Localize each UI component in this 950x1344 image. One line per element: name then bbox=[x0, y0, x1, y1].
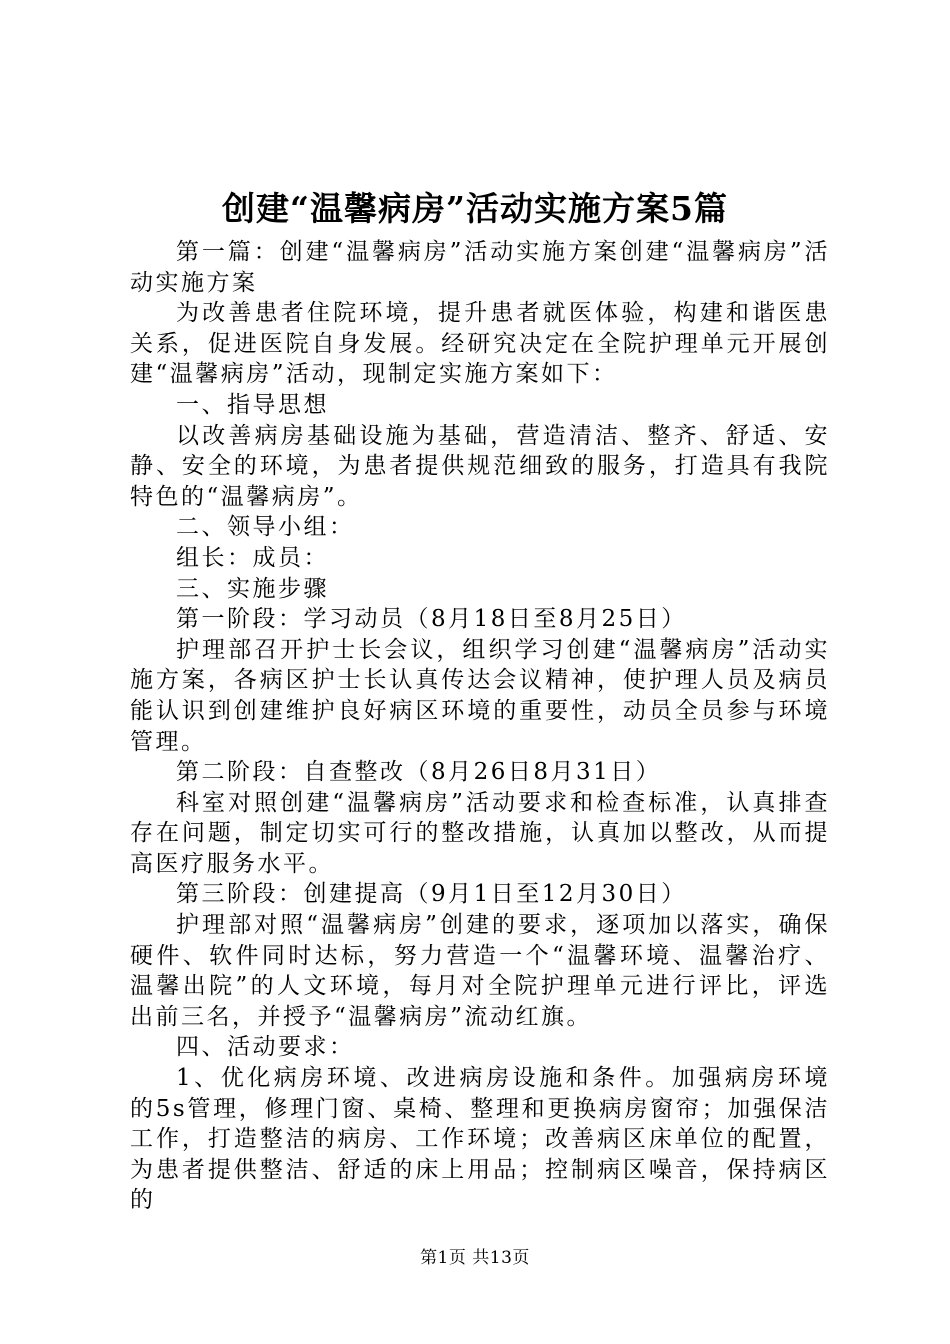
paragraph: 为改善患者住院环境，提升患者就医体验，构建和谐医患关系，促进医院自身发展。经研究决定在全院护理单元开展创建“温馨病房”活动，现制定实施方案如下： bbox=[130, 300, 830, 388]
paragraph: 组长：成员： bbox=[176, 544, 329, 571]
paragraph: 以改善病房基础设施为基础，营造清洁、整齐、舒适、安静、安全的环境，为患者提供规范细致的服务，打造具有我院特色的“温馨病房”。 bbox=[130, 422, 830, 510]
section-heading: 一、指导思想 bbox=[176, 391, 329, 418]
section-heading: 四、活动要求： bbox=[176, 1034, 355, 1061]
stage-heading: 第三阶段：创建提高（9月1日至12月30日） bbox=[176, 881, 687, 908]
paragraph: 第一篇：创建“温馨病房”活动实施方案创建“温馨病房”活动实施方案 bbox=[130, 239, 830, 296]
paragraph: 护理部召开护士长会议，组织学习创建“温馨病房”活动实施方案，各病区护士长认真传达会议精神，使护理人员及病员能认识到创建维护良好病区环境的重要性，动员全员参与环境管理。 bbox=[130, 636, 830, 755]
section-heading: 三、实施步骤 bbox=[176, 575, 329, 602]
paragraph: 护理部对照“温馨病房”创建的要求，逐项加以落实，确保硬件、软件同时达标，努力营造一个“温馨环境、温馨治疗、温馨出院”的人文环境，每月对全院护理单元进行评比，评选出前三名，并授予“温馨病房”流动红旗。 bbox=[130, 912, 830, 1030]
document-title: 创建“温馨病房”活动实施方案5篇 bbox=[222, 189, 728, 228]
section-heading: 二、领导小组： bbox=[176, 514, 355, 541]
stage-heading: 第二阶段：自查整改（8月26日8月31日） bbox=[176, 759, 662, 786]
document-body bbox=[130, 237, 830, 1216]
paragraph: 1、优化病房环境、改进病房设施和条件。加强病房环境的5s管理，修理门窗、桌椅、整理和更换病房窗帘；加强保洁工作，打造整洁的病房、工作环境；改善病区床单位的配置，为患者提供整洁、舒适的床上用品；控制病区噪音，保持病区的 bbox=[130, 1065, 830, 1214]
paragraph: 科室对照创建“温馨病房”活动要求和检查标准，认真排查存在问题，制定切实可行的整改措施，认真加以整改，从而提高医疗服务水平。 bbox=[130, 789, 830, 877]
page-footer: 第1页 共13页 bbox=[420, 1248, 530, 1268]
stage-heading: 第一阶段：学习动员（8月18日至8月25日） bbox=[176, 606, 687, 633]
